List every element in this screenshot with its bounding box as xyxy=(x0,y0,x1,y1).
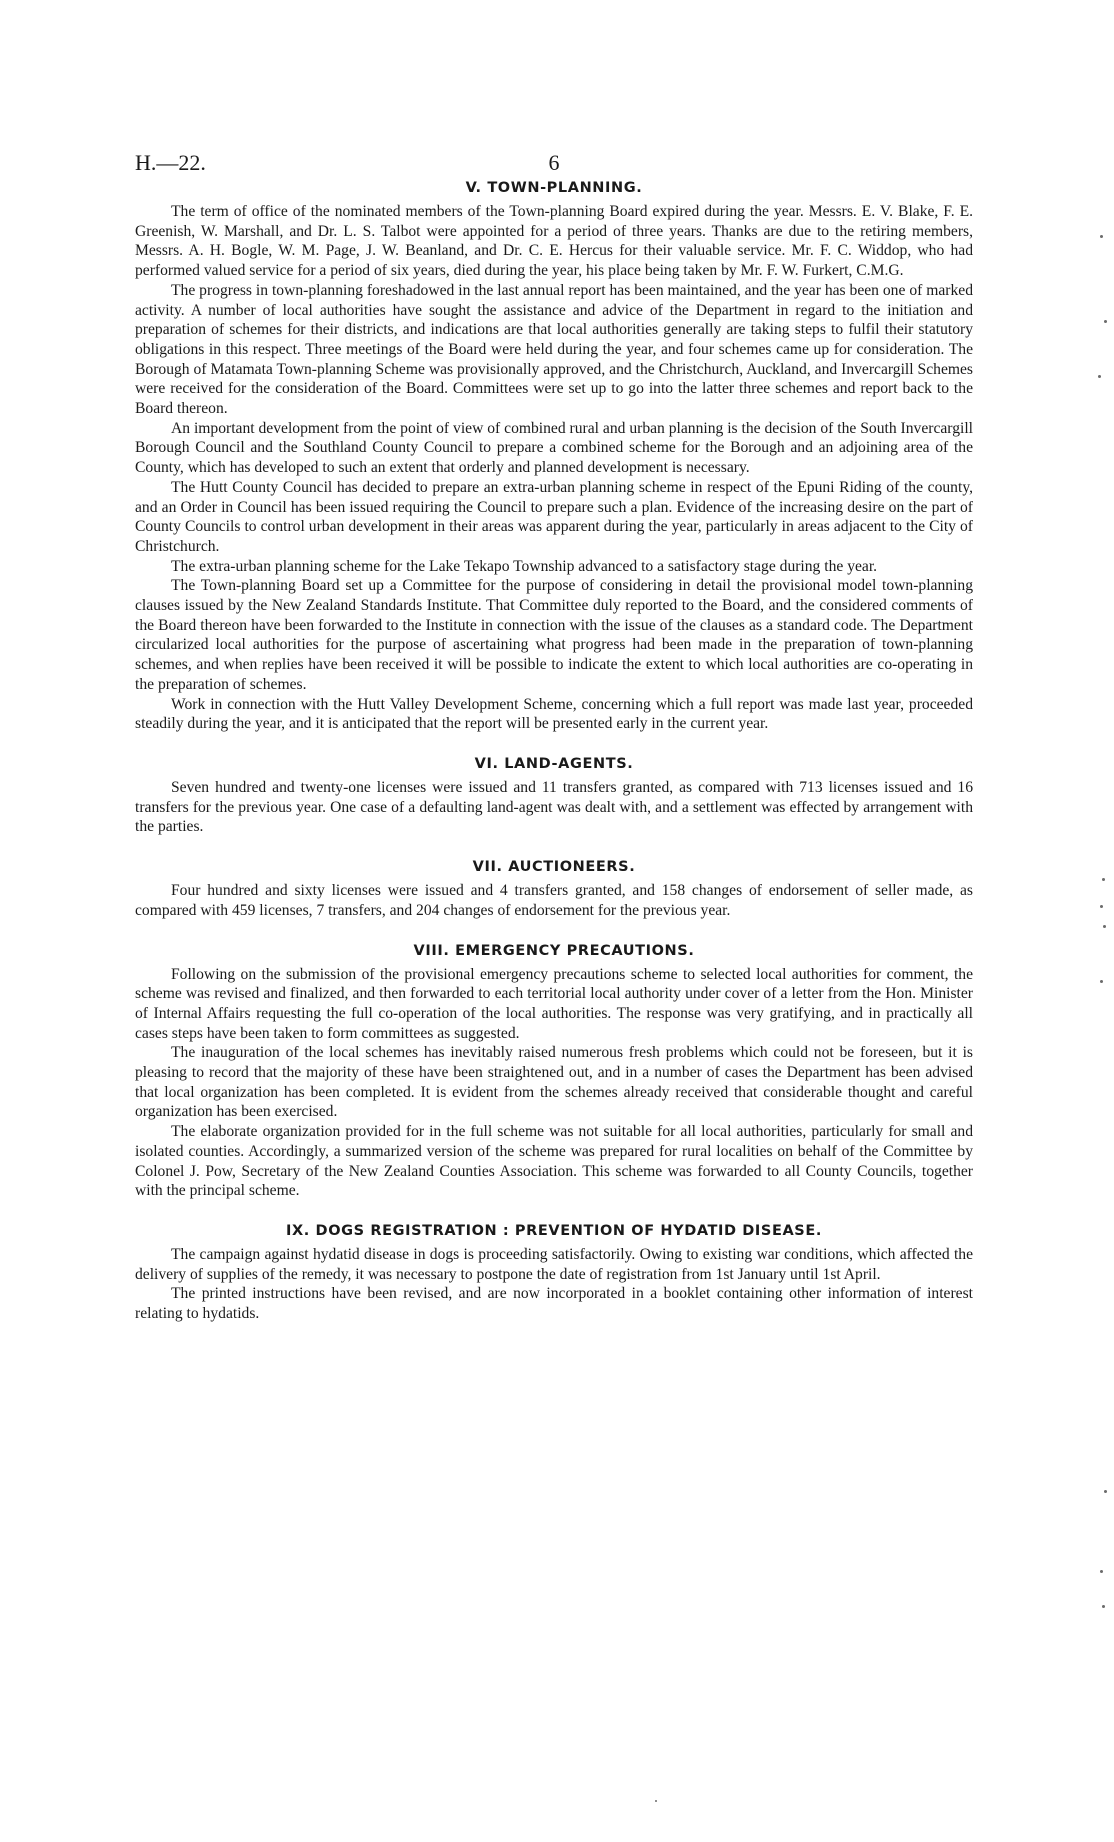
scan-speck xyxy=(1102,1605,1105,1608)
report-reference: H.—22. xyxy=(135,150,206,175)
scan-speck xyxy=(1103,925,1106,928)
paragraph: The Town-planning Board set up a Committee for the purpose of considering in detail the provisional model town-planning clauses issued by the New Zealand Standards Institute. That Committee duly reported to the Board, and the considered comments of the Board thereon have been forwarded to the Institute in connection with the issue of the clauses as a standard code. The Department circularized local authorities for the purpose of ascertaining what progress had been made in the preparation of town-planning schemes, and when replies have been received it will be possible to indicate the extent to which local authorities are co-operating in the preparation of schemes. xyxy=(135,577,973,693)
scan-speck xyxy=(1104,320,1107,323)
paragraph: The elaborate organization provided for in the full scheme was not suitable for all local authorities, particularly for small and isolated counties. Accordingly, a summarized version of the scheme was prepared for rural localities on behalf of the Committee by Colonel J. Pow, Secretary of the New Zealand Counties Association. This scheme was forwarded to all County Councils, together with the principal scheme. xyxy=(135,1123,973,1200)
paragraph: The extra-urban planning scheme for the Lake Tekapo Township advanced to a satisfactory stage during the year. xyxy=(171,557,878,575)
paragraph: Seven hundred and twenty-one licenses were issued and 11 transfers granted, as compared with 713 licenses issued and 16 transfers for the previous year. One case of a defaulting land-agent was dealt with, and a settlement was effected by arrangement with the parties. xyxy=(135,778,973,836)
paragraph: The printed instructions have been revised, and are now incorporated in a booklet containing other information of interest relating to hydatids. xyxy=(135,1285,973,1323)
section-heading: VIII. EMERGENCY PRECAUTIONS. xyxy=(413,942,695,959)
scan-speck xyxy=(655,1800,657,1802)
section-emergency-precautions xyxy=(135,943,973,1201)
page-number: 6 xyxy=(548,150,560,175)
section-land-agents xyxy=(135,756,973,837)
scan-speck xyxy=(1098,375,1101,378)
paragraph: The inauguration of the local schemes has inevitably raised numerous fresh problems which could not be foreseen, but it is pleasing to record that the majority of these have been straightened out, and in a number of cases the Department has been advised that local organization has been completed. It is evident from the schemes already received that considerable thought and careful organization has been exercised. xyxy=(135,1044,973,1121)
paragraph: The term of office of the nominated members of the Town-planning Board expired during the year. Messrs. E. V. Blake, F. E. Greenish, W. Marshall, and Dr. L. S. Talbot were appointed for a period of three years. Thanks are due to the retiring members, Messrs. A. H. Bogle, W. M. Page, J. W. Beanland, and Dr. C. E. Hercus for their valuable service. Mr. F. C. Widdop, who had performed valued service for a period of six years, died during the year, his place being taken by Mr. F. W. Furkert, C.M.G. xyxy=(135,203,973,280)
paragraph: Following on the submission of the provisional emergency precautions scheme to selected local authorities for comment, the scheme was revised and finalized, and then forwarded to each territorial local authority under cover of a letter from the Hon. Minister of Internal Affairs requesting the full co-operation of the local authorities. The response was very gratifying, and in practically all cases steps have been taken to form committees as suggested. xyxy=(135,965,973,1042)
paragraph: An important development from the point of view of combined rural and urban planning is the decision of the South Invercargill Borough Council and the Southland County Council to prepare a combined scheme for the Borough and an adjoining area of the County, which has developed to such an extent that orderly and planned development is necessary. xyxy=(135,419,973,477)
section-town-planning xyxy=(135,180,973,734)
section-heading: VI. LAND-AGENTS. xyxy=(474,755,634,772)
paragraph: Four hundred and sixty licenses were issued and 4 transfers granted, and 158 changes of endorsement of seller made, as compared with 459 licenses, 7 transfers, and 204 changes of endorsement for the previous year. xyxy=(135,882,973,919)
paragraph: The Hutt County Council has decided to prepare an extra-urban planning scheme in respect of the Epuni Riding of the county, and an Order in Council has been issued requiring the Council to prepare such a plan. Evidence of the increasing desire on the part of County Councils to control urban development in their areas was apparent during the year, particularly in areas adjacent to the City of Christchurch. xyxy=(135,478,973,555)
document-page xyxy=(135,150,973,1324)
section-heading: IX. DOGS REGISTRATION : PREVENTION OF HYDATID DISEASE. xyxy=(286,1222,822,1239)
paragraph: The progress in town-planning foreshadowed in the last annual report has been maintained, and the year has been one of marked activity. A number of local authorities have sought the assistance and advice of the Department in regard to the initiation and preparation of schemes for their districts, and indications are that local authorities generally are taking steps to fulfil their statutory obligations in this respect. Three meetings of the Board were held during the year, and four schemes came up for consideration. The Borough of Matamata Town-planning Scheme was provisionally approved, and the Christchurch, Auckland, and Invercargill Schemes were received for the consideration of the Board. Committees were set up to go into the latter three schemes and report back to the Board thereon. xyxy=(135,281,973,418)
scan-speck xyxy=(1100,235,1103,238)
scan-speck xyxy=(1102,878,1105,881)
page-header xyxy=(135,150,973,180)
paragraph: The campaign against hydatid disease in dogs is proceeding satisfactorily. Owing to existing war conditions, which affected the delivery of supplies of the remedy, it was necessary to postpone the date of registration from 1st January until 1st April. xyxy=(135,1245,973,1283)
section-dogs-registration xyxy=(135,1223,973,1324)
paragraph: Work in connection with the Hutt Valley Development Scheme, concerning which a full report was made last year, proceeded steadily during the year, and it is anticipated that the report will be presented early in the current year. xyxy=(135,695,973,733)
scan-speck xyxy=(1100,905,1103,908)
scan-speck xyxy=(1100,980,1103,983)
section-heading: V. TOWN-PLANNING. xyxy=(465,180,643,196)
section-auctioneers xyxy=(135,859,973,920)
scan-speck xyxy=(1100,1570,1103,1573)
section-heading: VII. AUCTIONEERS. xyxy=(472,859,636,876)
scan-speck xyxy=(1104,1490,1107,1493)
